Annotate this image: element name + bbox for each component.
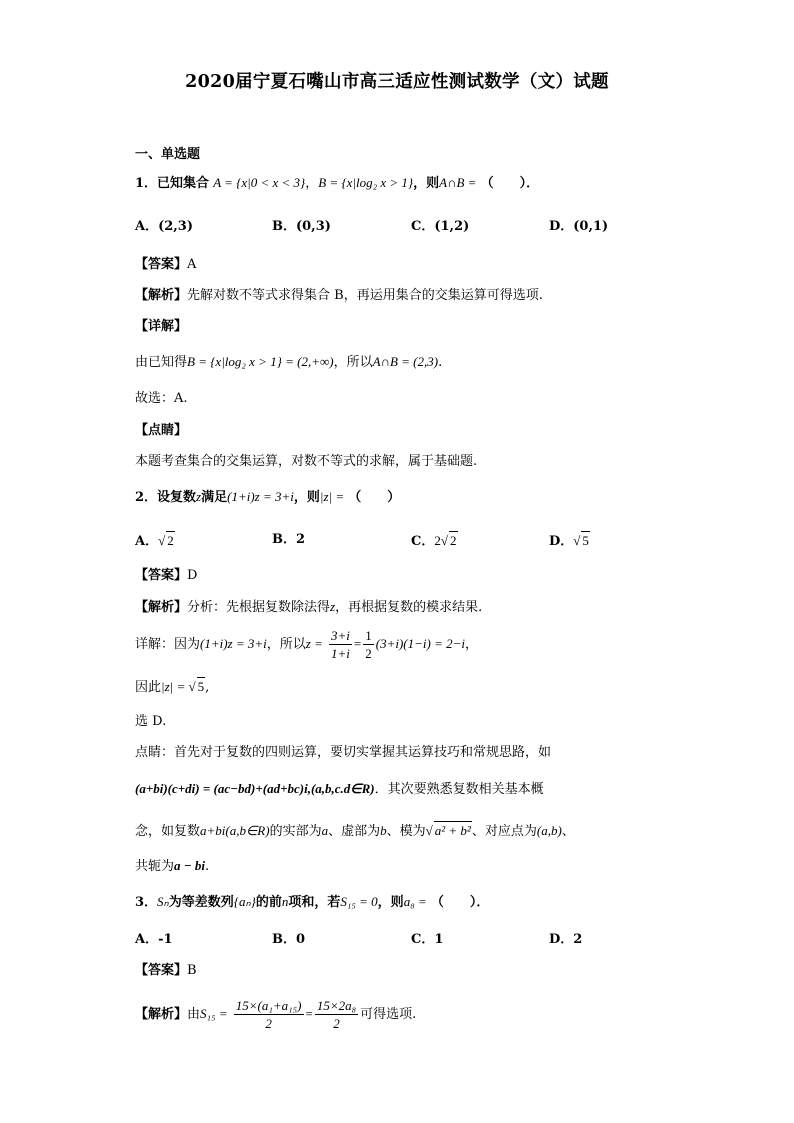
question-3-option-b: B．0 [272, 932, 306, 947]
comment-3-b: b [380, 823, 387, 838]
question-2-number: 2．设复数 [135, 490, 197, 505]
question-1-comment-tag: 【点睛】 [135, 423, 188, 438]
fraction-a8-den: 2 [333, 1016, 340, 1031]
fraction-sum [234, 997, 304, 1032]
question-2-analysis [135, 598, 482, 617]
question-3-seq: {aₙ} [233, 894, 256, 909]
sqrt-icon: √ [425, 823, 433, 838]
fraction-2 [363, 627, 374, 662]
sqrt-icon: √ [158, 533, 166, 548]
question-1-choice: 故选：A. [135, 391, 188, 406]
question-1-option-d: D．(0,1) [549, 219, 609, 234]
comment-3-point: 、对应点为 [471, 824, 537, 839]
analysis-post: ，再根据复数的模求结果. [335, 600, 483, 615]
answer-tag: 【答案】 [135, 963, 188, 978]
question-1-expr: A∩B = [439, 175, 477, 190]
question-3-option-a: A．-1 [135, 932, 173, 947]
detail-math-2: A∩B = (2,3) [372, 354, 439, 369]
question-2-option-a [135, 531, 175, 551]
answer-tag: 【答案】 [135, 568, 188, 583]
option-a-label: A． [135, 534, 159, 549]
question-2-blank: （ ） [348, 490, 401, 505]
question-3-sn: Sₙ [157, 894, 169, 909]
question-1-set-a: A = {x|0 < x < 3} [213, 175, 306, 190]
question-3-t1: 为等差数列 [168, 895, 234, 910]
question-3-n: n [281, 894, 289, 909]
answer-tag: 【答案】 [135, 257, 188, 272]
question-2-comment-line-2 [135, 780, 544, 799]
question-2-answer [135, 567, 197, 585]
question-1-comment: 本题考查集合的交集运算，对数不等式的求解，属于基础题. [135, 454, 478, 469]
conclusion-math: |z| = [161, 679, 189, 694]
detail-tail: (3+i)(1−i) = 2−i [375, 636, 466, 651]
question-2-cond: (1+i)z = 3+i [227, 489, 294, 504]
question-1 [135, 174, 539, 193]
conclusion-pre: 因此 [135, 680, 162, 695]
analysis-tag: 【解析】 [135, 288, 188, 303]
comment-4-pre: 共轭为 [135, 859, 175, 874]
question-2-comment-line-3 [135, 821, 575, 841]
analysis-pre: 由 [187, 1007, 201, 1022]
detail-mid: ，所以 [333, 355, 373, 370]
option-c-coef: 2 [434, 533, 441, 548]
question-1-detail [135, 353, 442, 372]
comment-4-math: a − bi [174, 858, 206, 873]
question-2-choice: 选 D. [135, 714, 167, 729]
comment-formula: (a+bi)(c+di) = (ac−bd)+(ad+bc)i,(a,b,c.d∈R) [135, 781, 375, 796]
question-2-detail: 详解：因为(1+i)z = 3+i，所以z = $\frac{3+i}{1+i}$ = $\frac{1}{2}$ (3+i)(1−i) = 2−i， [135, 628, 479, 661]
detail-z: z = [305, 636, 323, 651]
section-heading: 一、单选题 [135, 147, 201, 162]
question-2-cond-pre: 满足 [201, 490, 228, 505]
sqrt-icon: √ [440, 533, 448, 548]
fraction-sum-den: 2 [265, 1016, 272, 1031]
question-1-detail-tag: 【详解】 [135, 319, 188, 334]
analysis-z: z [330, 599, 336, 614]
comment-3-mod: 、模为 [386, 824, 426, 839]
question-1-number: 1．已知集合 [135, 176, 210, 191]
fraction-sum-num: 15×(a₁+a₁₅) [235, 998, 302, 1013]
question-3-t3: 项和，若 [288, 895, 341, 910]
comment-3-imag: 、虚部为 [328, 824, 381, 839]
question-3-option-c: C．1 [411, 932, 444, 947]
question-2-conclusion [135, 677, 209, 697]
question-2-z: z [196, 489, 202, 504]
question-2-option-b: B．2 [272, 532, 306, 547]
page-title: 2020届宁夏石嘴山市高三适应性测试数学（文）试题 [185, 72, 609, 92]
question-3-t2: 的前 [255, 895, 282, 910]
question-2-comment-line-1: 点睛：首先对于复数的四则运算，要切实掌握其运算技巧和常规思路，如 [135, 745, 552, 760]
conclusion-end: , [205, 680, 210, 695]
fraction-2-den: 2 [365, 646, 372, 661]
comment-3-radicand: a² + b² [434, 823, 471, 838]
fraction-1 [329, 627, 352, 662]
question-3-number: 3． [135, 895, 158, 910]
analysis-post: 可得选项. [360, 1007, 417, 1022]
comment-text: ．其次要熟悉复数相关基本概 [374, 782, 544, 797]
question-1-analysis [135, 287, 543, 305]
question-1-option-b: B．(0,3) [272, 219, 331, 234]
option-c-label: C． [411, 534, 435, 549]
question-2-comment-line-4 [135, 857, 209, 876]
question-2-cond-post: ，则 [293, 490, 320, 505]
question-2-option-c [411, 531, 458, 551]
question-3-blank: （ ）． [430, 895, 490, 910]
option-d-label: D． [549, 534, 574, 549]
analysis-s15: S₁₅ = [200, 1006, 228, 1021]
option-d-radicand: 5 [582, 533, 589, 548]
detail-mid: ，所以 [266, 637, 306, 652]
question-1-set-b: B = {x|log₂ x > 1} [318, 175, 414, 190]
detail-prefix: 由已知得 [135, 355, 188, 370]
answer-value: A [187, 257, 197, 272]
detail-end: ， [465, 637, 479, 652]
question-3-analysis [135, 996, 416, 1033]
question-3-a8: a₈ = [403, 894, 427, 909]
question-2-abs: |z| = [319, 489, 345, 504]
question-2 [135, 488, 400, 507]
answer-value: B [187, 963, 197, 978]
detail-eq: (1+i)z = 3+i [200, 636, 267, 651]
question-2-option-d [549, 531, 590, 551]
question-3 [135, 893, 489, 912]
comment-3-pt: (a,b) [536, 823, 562, 838]
analysis-pre: 分析：先根据复数除法得 [187, 600, 331, 615]
detail-end: . [438, 355, 443, 370]
question-1-option-a: A．(2,3) [135, 219, 194, 234]
question-1-answer [135, 256, 196, 274]
question-3-option-d: D．2 [549, 932, 583, 947]
fraction-a8-num: 15×2a₈ [316, 998, 357, 1013]
question-3-t4: ，则 [377, 895, 404, 910]
question-3-cond: S₁₅ = 0 [340, 894, 378, 909]
fraction-a8 [315, 997, 358, 1032]
conclusion-radicand: 5 [197, 679, 205, 694]
comment-3-complex: a+bi(a,b∈R) [200, 823, 270, 838]
detail-pre: 详解：因为 [135, 637, 201, 652]
answer-value: D [187, 568, 198, 583]
question-1-blank: （ ）． [480, 176, 540, 191]
question-1-sep: ， [305, 176, 319, 191]
comment-3-a: a [321, 823, 329, 838]
sqrt-icon: √ [573, 533, 581, 548]
question-3-answer [135, 962, 197, 980]
option-a-radicand: 2 [167, 533, 174, 548]
question-1-then: ，则 [413, 176, 440, 191]
comment-4-end: . [205, 859, 210, 874]
sqrt-icon: √ [188, 679, 196, 694]
analysis-tag: 【解析】 [135, 1007, 188, 1022]
fraction-1-num: 3+i [331, 628, 350, 643]
equals-sign: = [305, 1006, 313, 1021]
comment-3-end: 、 [561, 824, 575, 839]
fraction-2-num: 1 [365, 628, 372, 643]
comment-3-pre: 念，如复数 [135, 824, 201, 839]
option-c-radicand: 2 [450, 533, 457, 548]
fraction-1-den: 1+i [331, 646, 350, 661]
detail-math: B = {x|log₂ x > 1} = (2,+∞) [187, 354, 334, 369]
question-1-option-c: C．(1,2) [411, 219, 470, 234]
comment-3-real: 的实部为 [269, 824, 322, 839]
analysis-text: 先解对数不等式求得集合 B，再运用集合的交集运算可得选项. [187, 288, 543, 303]
analysis-tag: 【解析】 [135, 600, 188, 615]
